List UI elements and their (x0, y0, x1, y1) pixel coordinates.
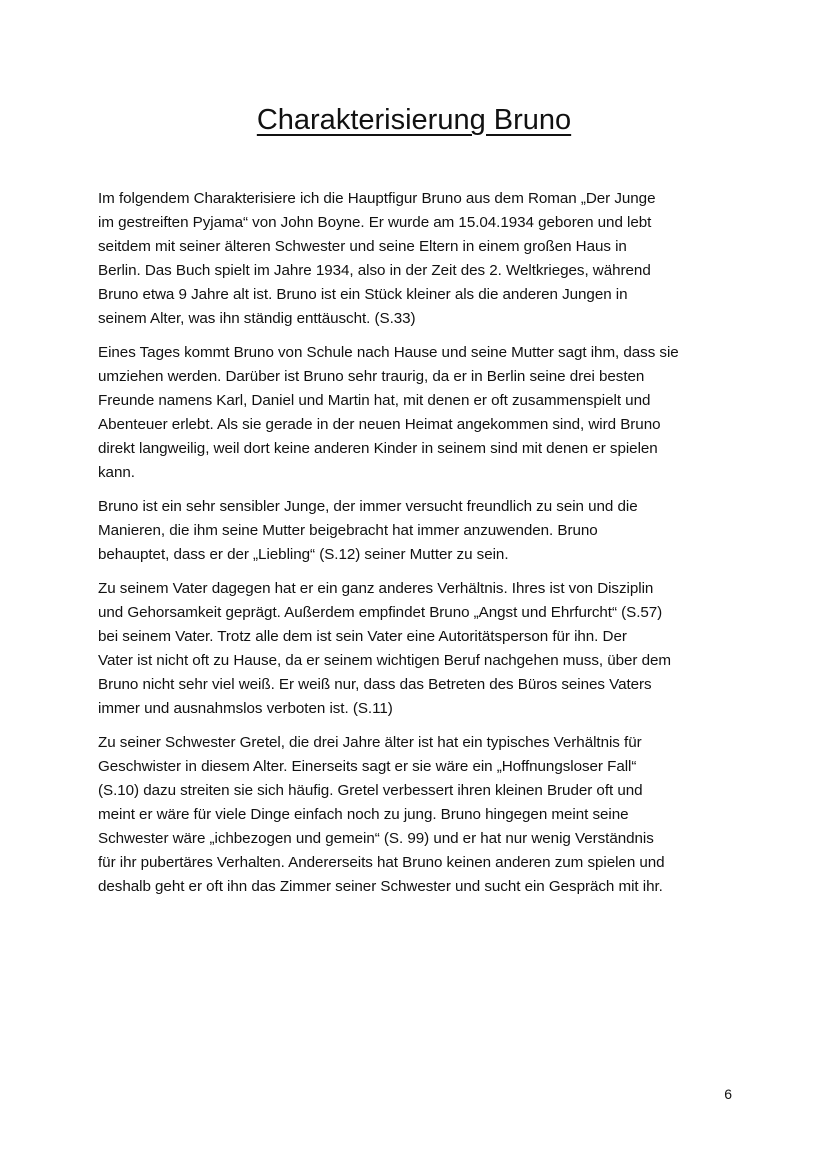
text-line: (S.10) dazu streiten sie sich häufig. Gretel verbessert ihren kleinen Bruder oft und (98, 782, 643, 799)
text-line: kann. (98, 464, 135, 481)
text-line: Freunde namens Karl, Daniel und Martin hat, mit denen er oft zusammenspielt und (98, 392, 651, 409)
text-line: Schwester wäre „ichbezogen und gemein“ (S. 99) und er hat nur wenig Verständnis (98, 830, 654, 847)
text-line: Im folgendem Charakterisiere ich die Hauptfigur Bruno aus dem Roman „Der Junge (98, 190, 656, 207)
text-line: meint er wäre für viele Dinge einfach noch zu jung. Bruno hingegen meint seine (98, 806, 629, 823)
text-line: für ihr pubertäres Verhalten. Andererseits hat Bruno keinen anderen zum spielen und (98, 854, 665, 871)
text-line: Berlin. Das Buch spielt im Jahre 1934, also in der Zeit des 2. Weltkrieges, während (98, 262, 651, 279)
text-line: Eines Tages kommt Bruno von Schule nach Hause und seine Mutter sagt ihm, dass sie (98, 344, 679, 361)
text-line: Zu seinem Vater dagegen hat er ein ganz anderes Verhältnis. Ihres ist von Disziplin (98, 580, 654, 597)
text-line: im gestreiften Pyjama“ von John Boyne. Er wurde am 15.04.1934 geboren und lebt (98, 214, 652, 231)
text-line: Bruno nicht sehr viel weiß. Er weiß nur, dass das Betreten des Büros seines Vaters (98, 676, 652, 693)
paragraph (98, 341, 738, 485)
text-line: seinem Alter, was ihn ständig enttäuscht. (S.33) (98, 310, 416, 327)
text-line: Manieren, die ihm seine Mutter beigebracht hat immer anzuwenden. Bruno (98, 522, 598, 539)
text-line: bei seinem Vater. Trotz alle dem ist sein Vater eine Autoritätsperson für ihn. Der (98, 628, 627, 645)
text-line: Abenteuer erlebt. Als sie gerade in der neuen Heimat angekommen sind, wird Bruno (98, 416, 661, 433)
paragraph (98, 731, 738, 899)
body-text (98, 187, 738, 909)
text-line: Geschwister in diesem Alter. Einerseits sagt er sie wäre ein „Hoffnungsloser Fall“ (98, 758, 637, 775)
text-line: deshalb geht er oft ihn das Zimmer seiner Schwester und sucht ein Gespräch mit ihr. (98, 878, 663, 895)
text-line: Bruno ist ein sehr sensibler Junge, der immer versucht freundlich zu sein und die (98, 498, 638, 515)
text-line: Bruno etwa 9 Jahre alt ist. Bruno ist ein Stück kleiner als die anderen Jungen in (98, 286, 628, 303)
paragraph (98, 187, 738, 331)
text-line: Vater ist nicht oft zu Hause, da er seinem wichtigen Beruf nachgehen muss, über dem (98, 652, 671, 669)
text-line: seitdem mit seiner älteren Schwester und seine Eltern in einem großen Haus in (98, 238, 627, 255)
text-line: behauptet, dass er der „Liebling“ (S.12) seiner Mutter zu sein. (98, 546, 509, 563)
paragraph (98, 495, 738, 567)
page-number: 6 (724, 1086, 732, 1102)
text-line: Zu seiner Schwester Gretel, die drei Jahre älter ist hat ein typisches Verhältnis für (98, 734, 642, 751)
text-line: umziehen werden. Darüber ist Bruno sehr traurig, da er in Berlin seine drei besten (98, 368, 645, 385)
page-title: Charakterisierung Bruno (256, 104, 572, 136)
text-line: immer und ausnahmslos verboten ist. (S.11) (98, 700, 393, 717)
text-line: und Gehorsamkeit geprägt. Außerdem empfindet Bruno „Angst und Ehrfurcht“ (S.57) (98, 604, 663, 621)
paragraph (98, 577, 738, 721)
text-line: direkt langweilig, weil dort keine anderen Kinder in seinem sind mit denen er spielen (98, 440, 658, 457)
